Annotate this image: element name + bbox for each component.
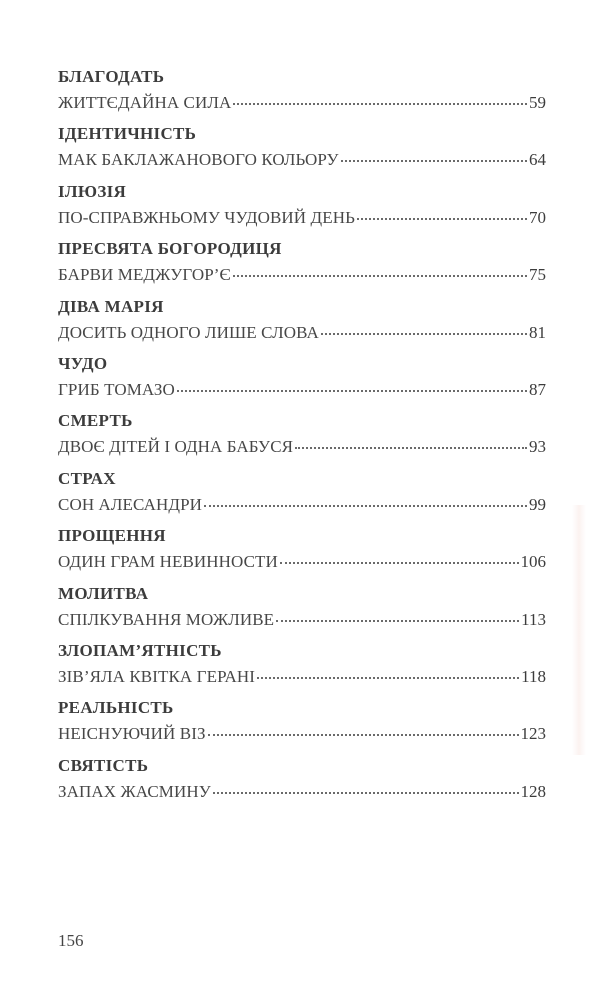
toc-group [58, 525, 546, 582]
toc-entry[interactable] [58, 551, 546, 573]
toc-group [58, 296, 546, 353]
toc-page-number: 123 [520, 724, 546, 744]
toc-group [58, 755, 546, 812]
toc-entry[interactable] [58, 781, 546, 803]
toc-page-number: 118 [521, 666, 546, 686]
toc-group [58, 640, 546, 697]
toc-page-number: 75 [529, 265, 546, 285]
toc-group [58, 66, 546, 123]
dot-leader [280, 561, 519, 564]
toc-section-heading: ІЛЮЗІЯ [58, 181, 127, 201]
toc-entry-title: ДВОЄ ДІТЕЙ І ОДНА БАБУСЯ [58, 437, 294, 457]
dot-leader [233, 102, 527, 105]
toc-entry-title: ДОСИТЬ ОДНОГО ЛИШЕ СЛОВА [58, 322, 319, 342]
toc-page-number: 81 [529, 322, 546, 342]
toc-section-heading: СМЕРТЬ [58, 411, 133, 431]
toc-group [58, 697, 546, 754]
toc-section-heading: ДІВА МАРІЯ [58, 296, 164, 316]
toc-group [58, 468, 546, 525]
toc-page-number: 106 [520, 552, 546, 572]
dot-leader [213, 791, 519, 794]
dot-leader [257, 676, 519, 679]
dot-leader [233, 274, 527, 277]
toc-entry-title: СПІЛКУВАННЯ МОЖЛИВЕ [58, 609, 275, 629]
dot-leader [208, 733, 519, 736]
toc-entry[interactable] [58, 436, 546, 458]
toc-section-heading: ПРЕСВЯТА БОГОРОДИЦЯ [58, 239, 282, 259]
toc-entry[interactable] [58, 92, 546, 114]
toc-group [58, 181, 546, 238]
toc-group [58, 238, 546, 295]
toc-entry-title: ЖИТТЄДАЙНА СИЛА [58, 93, 232, 112]
toc-group [58, 410, 546, 467]
toc-entry-title: СОН АЛЕСАНДРИ [58, 494, 203, 514]
toc-page-number: 128 [520, 781, 546, 801]
dot-leader [341, 159, 527, 162]
toc-group [58, 583, 546, 640]
toc-entry-title: НЕІСНУЮЧИЙ ВІЗ [58, 724, 206, 744]
toc-section-heading: РЕАЛЬНІСТЬ [58, 698, 174, 718]
toc-section-heading: СТРАХ [58, 468, 116, 488]
toc-entry-title: ЗАПАХ ЖАСМИНУ [58, 781, 211, 801]
page-number: 156 [58, 931, 84, 950]
toc-page-number: 59 [529, 93, 546, 112]
toc-entry[interactable] [58, 666, 546, 688]
toc-section-heading: БЛАГОДАТЬ [58, 67, 165, 86]
toc-entry[interactable] [58, 609, 546, 631]
toc-entry[interactable] [58, 207, 546, 229]
toc-entry-title: МАК БАКЛАЖАНОВОГО КОЛЬОРУ [58, 150, 339, 170]
toc-entry[interactable] [58, 379, 546, 401]
toc-entry-title: ГРИБ ТОМАЗО [58, 379, 175, 399]
toc-page-number: 70 [529, 207, 546, 227]
toc-entry[interactable] [58, 494, 546, 516]
toc-section-heading: МОЛИТВА [58, 583, 149, 603]
dot-leader [321, 332, 527, 335]
dot-leader [276, 619, 519, 622]
toc-page-number: 87 [529, 379, 546, 399]
toc-section-heading: СВЯТІСТЬ [58, 755, 149, 775]
dot-leader [204, 504, 527, 507]
toc-section-heading: ІДЕНТИЧНІСТЬ [58, 124, 197, 144]
dot-leader [177, 389, 527, 392]
toc-section-heading: ЗЛОПАМ’ЯТНІСТЬ [58, 640, 222, 660]
toc-page-number: 64 [529, 150, 546, 170]
toc-entry[interactable] [58, 723, 546, 745]
dot-leader [295, 446, 527, 449]
toc-entry[interactable] [58, 264, 546, 286]
toc-section-heading: ПРОЩЕННЯ [58, 526, 166, 546]
table-of-contents [58, 66, 546, 812]
toc-entry-title: БАРВИ МЕДЖУГОР’Є [58, 265, 231, 285]
toc-group [58, 353, 546, 410]
toc-section-heading: ЧУДО [58, 353, 108, 373]
page-edge-shadow [572, 505, 586, 755]
toc-entry[interactable] [58, 149, 546, 171]
toc-page-number: 113 [521, 609, 546, 629]
toc-page-number: 99 [529, 494, 546, 514]
toc-entry-title: ОДИН ГРАМ НЕВИННОСТИ [58, 552, 278, 572]
dot-leader [357, 217, 527, 220]
toc-entry-title: ЗІВ’ЯЛА КВІТКА ГЕРАНІ [58, 666, 255, 686]
toc-group [58, 123, 546, 180]
toc-page-number: 93 [529, 437, 546, 457]
toc-entry-title: ПО-СПРАВЖНЬОМУ ЧУДОВИЙ ДЕНЬ [58, 207, 355, 227]
toc-entry[interactable] [58, 322, 546, 344]
